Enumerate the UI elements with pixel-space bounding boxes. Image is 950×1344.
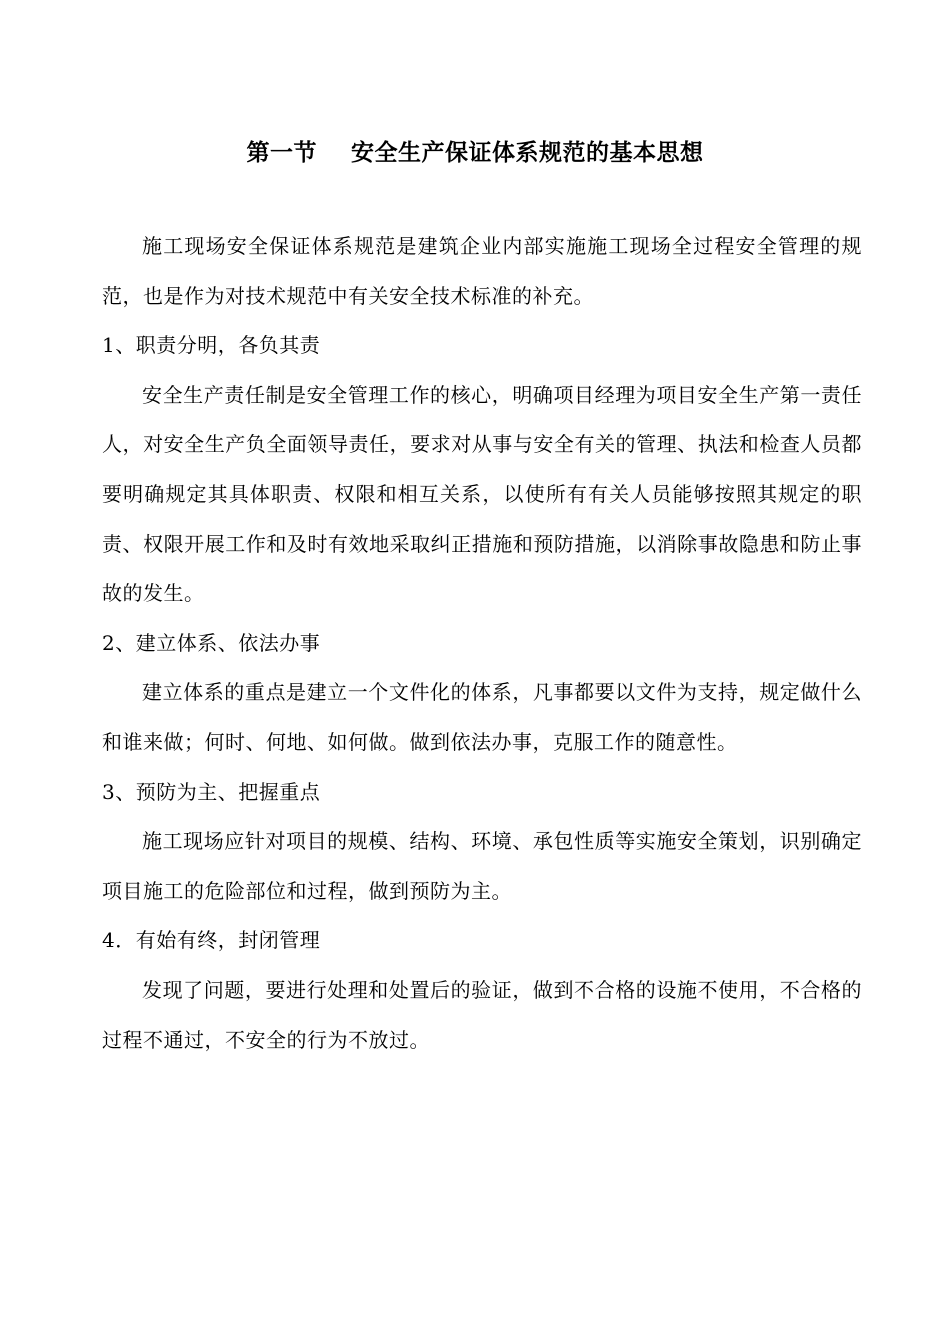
section-heading-4: 4．有始有终，封闭管理 <box>102 928 321 953</box>
section-heading-2: 2、建立体系、依法办事 <box>102 630 321 655</box>
section-heading-3: 3、预防为主、把握重点 <box>102 779 321 804</box>
section-paragraph-2: 建立体系的重点是建立一个文件化的体系，凡事都要以文件为支持，规定做什么和谁来做；何时、何地、如何做。做到依法办事，克服工作的随意性。 <box>102 680 862 754</box>
page-title: 第一节 安全生产保证体系规范的基本思想 <box>246 139 704 166</box>
section-paragraph-4: 发现了问题，要进行处理和处置后的验证，做到不合格的设施不使用，不合格的过程不通过，不安全的行为不放过。 <box>102 977 862 1052</box>
section-paragraph-1: 安全生产责任制是安全管理工作的核心，明确项目经理为项目安全生产第一责任人，对安全生产负全面领导责任，要求对从事与安全有关的管理、执法和检查人员都要明确规定其具体职责、权限和相互关系，以使所有有关人员能够按照其规定的职责、权限开展工作和及时有效地采取纠正措施和预防措施，以消除事故隐患和防止事故的发生。 <box>102 382 862 606</box>
intro-paragraph: 施工现场安全保证体系规范是建筑企业内部实施施工现场全过程安全管理的规范，也是作为对技术规范中有关安全技术标准的补充。 <box>102 234 862 308</box>
section-heading-1: 1、职责分明，各负其责 <box>102 333 321 358</box>
section-paragraph-3: 施工现场应针对项目的规模、结构、环境、承包性质等实施安全策划，识别确定项目施工的危险部位和过程，做到预防为主。 <box>102 829 862 903</box>
document-body <box>102 222 862 1065</box>
